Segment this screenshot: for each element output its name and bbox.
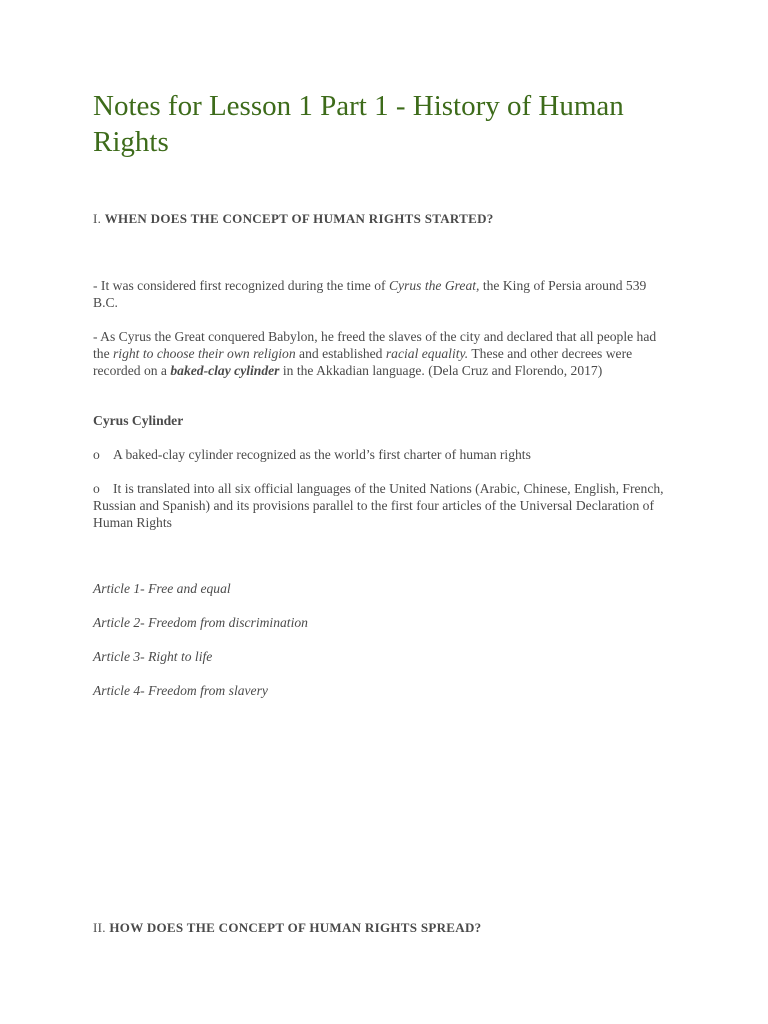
text-run: - It was considered first recognized during the time of <box>93 278 389 293</box>
bullet-marker: o <box>93 481 100 496</box>
section-number: I. <box>93 211 102 226</box>
italic-run: racial equality. <box>385 346 469 361</box>
text-run: and established <box>295 346 386 361</box>
text-run: These and other decrees were recorded on a <box>93 346 633 378</box>
section-heading-2 <box>93 919 481 936</box>
article-item: Article 1- Free and equal <box>93 581 231 596</box>
text-run: the King of Persia around 539 B.C. <box>93 278 647 310</box>
article-item: Article 4- Freedom from slavery <box>93 683 268 698</box>
bold-italic-run: baked-clay cylinder <box>170 363 280 378</box>
page-title: Notes for Lesson 1 Part 1 - History of Human Rights <box>93 90 624 158</box>
italic-run: right to choose their own religion <box>113 346 296 361</box>
bullet-marker: o <box>93 447 100 462</box>
bullet-text: It is translated into all six official languages of the United Nations (Arabic, Chinese, English, French, Russian and Spanish) and its provisions parallel to the first four articles of the Universal Declaration of Human Rights <box>93 481 664 530</box>
article-item: Article 3- Right to life <box>93 649 213 664</box>
paragraph-babylon <box>93 328 665 379</box>
subheading-cyrus-cylinder: Cyrus Cylinder <box>93 413 184 428</box>
bullet-text: A baked-clay cylinder recognized as the world’s first charter of human rights <box>113 447 531 462</box>
section-heading-1 <box>93 210 494 227</box>
text-run: in the Akkadian language. (Dela Cruz and Florendo, 2017) <box>279 363 603 378</box>
paragraph-cyrus-intro <box>93 277 665 311</box>
article-item: Article 2- Freedom from discrimination <box>93 615 308 630</box>
italic-run: Cyrus the Great, <box>388 278 480 293</box>
text-run: - As Cyrus the Great conquered Babylon, he freed the slaves of the city and declared that all people had the <box>93 329 657 361</box>
section-heading-text: WHEN DOES THE CONCEPT OF HUMAN RIGHTS STARTED? <box>104 211 494 226</box>
section-heading-text: HOW DOES THE CONCEPT OF HUMAN RIGHTS SPREAD? <box>109 920 482 935</box>
section-number: II. <box>93 920 106 935</box>
bullet-item <box>93 480 665 531</box>
bullet-item <box>93 446 665 463</box>
